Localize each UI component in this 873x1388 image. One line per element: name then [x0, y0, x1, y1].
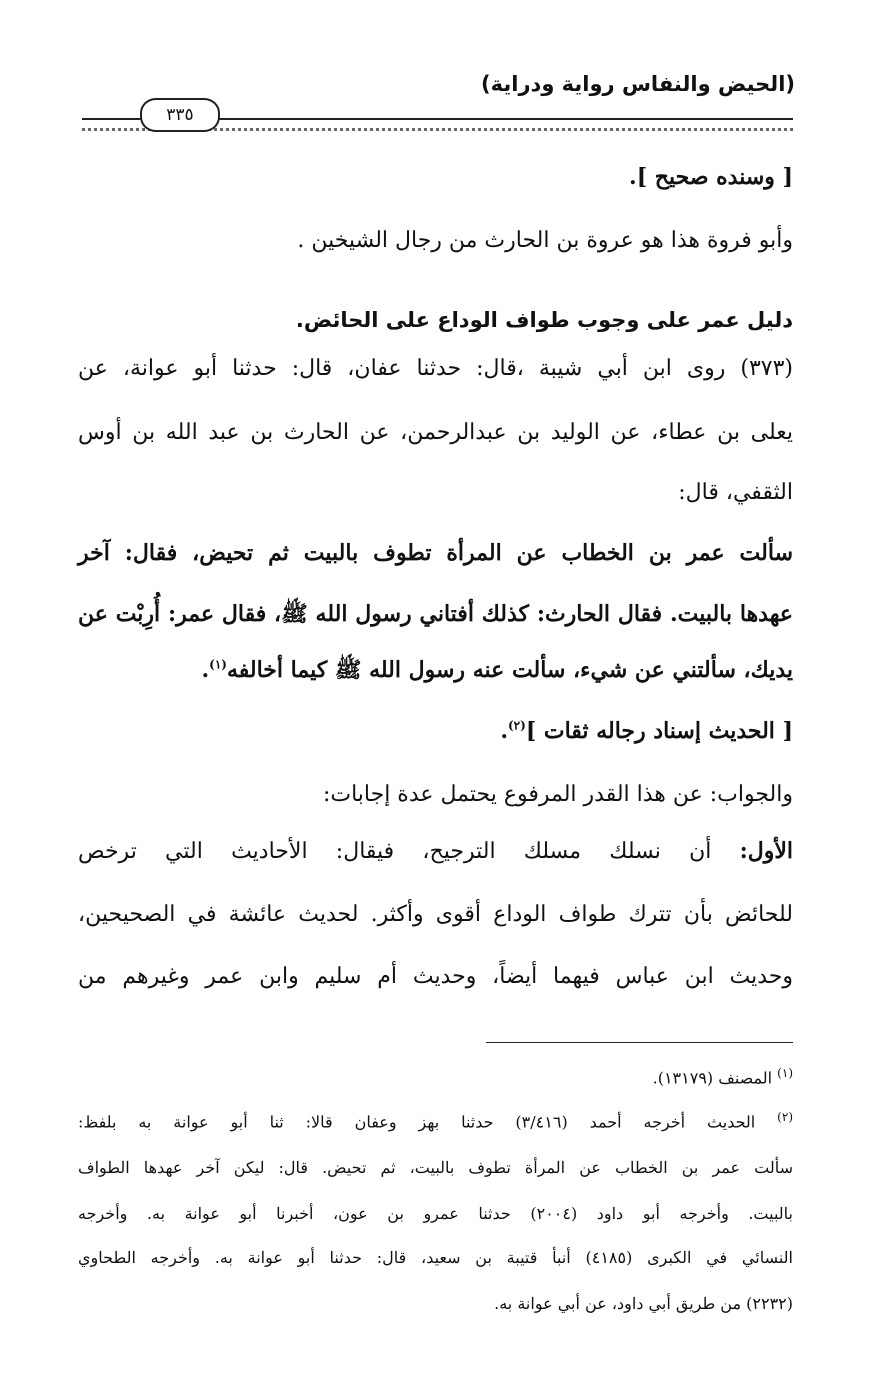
- body-line-1: [ وسنده صحيح ].: [629, 164, 793, 190]
- body-line-10: والجواب: عن هذا القدر المرفوع يحتمل عدة إجابات:: [322, 782, 793, 807]
- footnote-2-line-3: بالبيت. وأخرجه أبو داود (٢٠٠٤) حدثنا عمرو بن عون، أخبرنا أبو عوانة به. وأخرجه: [78, 1204, 794, 1223]
- body-line-11: الأول: أن نسلك مسلك الترجيح، فيقال: الأحاديث التي ترخص: [78, 838, 793, 864]
- hadith-text: يديك، سألتني عن شيء، سألت عنه رسول الله ﷺ كيما أخالفه: [226, 657, 793, 683]
- footnote-ref-2: (٢): [507, 718, 526, 733]
- footnote-separator: [486, 1042, 793, 1043]
- grading-text: [ الحديث إسناد رجاله ثقات ]: [525, 718, 793, 744]
- footnote-2-line-2: سألت عمر بن الخطاب عن المرأة تطوف بالبيت، ثم تحيض. قال: ليكن آخر عهدها الطواف: [78, 1158, 793, 1177]
- body-line-6: سألت عمر بن الخطاب عن المرأة تطوف بالبيت ثم تحيض، فقال: آخر: [78, 540, 793, 566]
- body-line-9: [ الحديث إسناد رجاله ثقات ]$^{(٢)}$.: [500, 718, 793, 744]
- footnote-1: $^{(١)}$ المصنف (١٣١٧٩).: [652, 1066, 793, 1088]
- footnote-2-line-4: النسائي في الكبرى (٤١٨٥) أنبأ قتيبة بن سعيد، قال: حدثنا أبو عوانة به. وأخرجه الطحاوي: [78, 1248, 793, 1267]
- first-answer-label: الأول:: [739, 838, 793, 864]
- body-line-13: وحديث ابن عباس فيهما أيضاً، وحديث أم سليم وابن عمر وغيرهم من: [78, 964, 793, 989]
- footnote-2-line-5: (٢٢٣٢) من طريق أبي داود، عن أبي عوانة به.: [494, 1294, 793, 1313]
- body-line-3: (٣٧٣) روى ابن أبي شيبة ،قال: حدثنا عفان، قال: حدثنا أبو عوانة، عن: [78, 356, 793, 381]
- body-line-7: عهدها بالبيت. فقال الحارث: كذلك أفتاني رسول الله ﷺ، فقال عمر: أُرِبْت عن: [78, 601, 793, 627]
- running-title: (الحيض والنفاس رواية ودراية): [481, 72, 795, 96]
- page-number: ٣٣٥: [140, 98, 220, 132]
- section-heading: دليل عمر على وجوب طواف الوداع على الحائض.: [295, 308, 793, 332]
- body-line-5: الثقفي، قال:: [678, 480, 793, 505]
- footnote-ref-1: (١): [209, 657, 227, 672]
- body-line-8: يديك، سألتني عن شيء، سألت عنه رسول الله ﷺ كيما أخالفه$^{(١)}$.: [201, 657, 793, 683]
- body-line-12: للحائض بأن تترك طواف الوداع أقوى وأكثر. لحديث عائشة في الصحيحين،: [78, 902, 793, 927]
- footnote-2-line-1: $^{(٢)}$ الحديث أخرجه أحمد (٣/٤١٦) حدثنا بهز وعفان قالا: ثنا أبو عوانة به بلفظ:: [78, 1110, 793, 1132]
- body-line-4: يعلى بن عطاء، عن الوليد بن عبدالرحمن، عن الحارث بن عبد الله بن أوس: [78, 420, 793, 445]
- body-line-2: وأبو فروة هذا هو عروة بن الحارث من رجال الشيخين .: [297, 228, 793, 253]
